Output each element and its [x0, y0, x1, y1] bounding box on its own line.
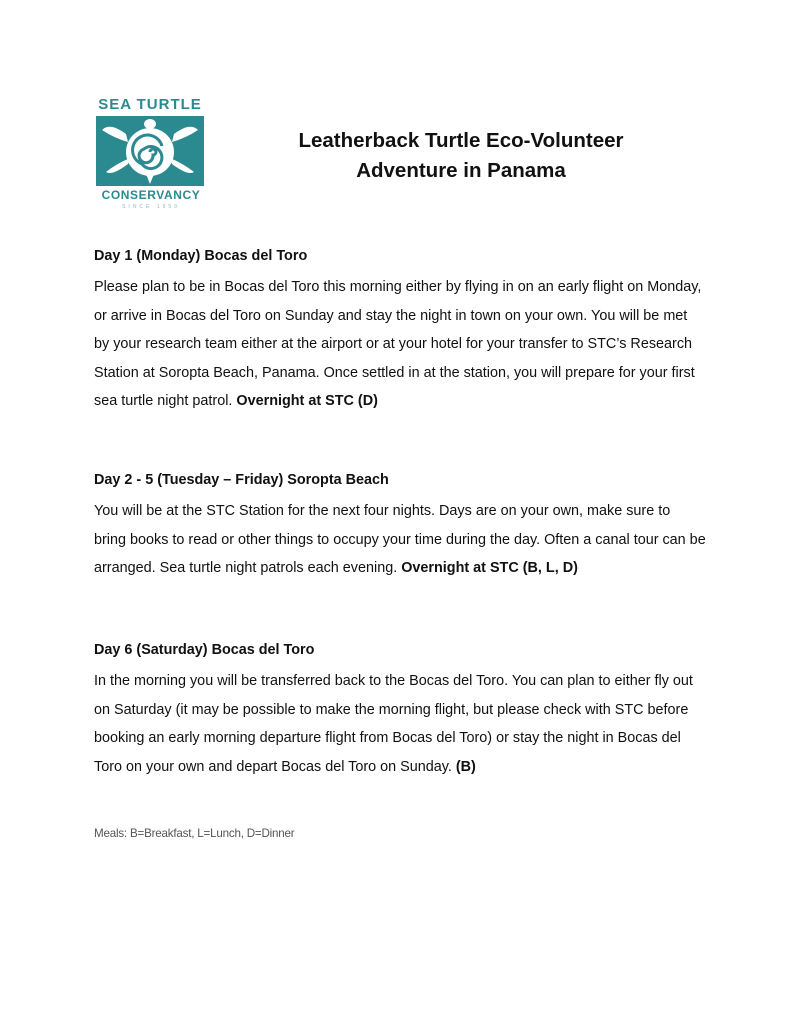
day-2-5-text: [94, 497, 706, 583]
page-title: [230, 126, 692, 186]
logo-text-bottom: CONSERVANCY: [101, 188, 201, 202]
day-1-overnight: Overnight at STC (D): [236, 393, 378, 409]
logo-text-top: SEA TURTLE: [98, 96, 202, 113]
day-1-text: [94, 273, 706, 416]
day-6-text: [94, 667, 706, 781]
logo: [94, 96, 212, 212]
day-2-5-section: [94, 466, 706, 583]
page-title-line2: Adventure in Panama: [356, 159, 566, 182]
day-1-section: [94, 242, 706, 416]
day-6-description: In the morning you will be transferred back to the Bocas del Toro. You can plan to either fly out on Saturday (it may be possible to make the morning flight, but please check with STC before booking an early morning departure flight from Bocas del Toro) or stay the night in Bocas del Toro on your own and depart Bocas del Toro on Sunday.: [94, 673, 693, 775]
day-1-description: Please plan to be in Bocas del Toro this morning either by flying in on an early flight on Monday, or arrive in Bocas del Toro on Sunday and stay the night in town on your own. You will be met by your research team either at the airport or at your hotel for your transfer to STC’s Research Station at Soropta Beach, Panama. Once settled in at the station, you will prepare for your first sea turtle night patrol.: [94, 279, 702, 409]
day-6-section: [94, 636, 706, 781]
day-2-5-description: You will be at the STC Station for the next four nights. Days are on your own, make sure to bring books to read or other things to occupy your time during the day. Often a canal tour can be arranged. Sea turtle night patrols each evening.: [94, 503, 706, 576]
day-1-heading: Day 1 (Monday) Bocas del Toro: [94, 248, 308, 264]
meals-legend: Meals: B=Breakfast, L=Lunch, D=Dinner: [94, 827, 295, 840]
day-6-heading: Day 6 (Saturday) Bocas del Toro: [94, 642, 315, 658]
day-6-meals: (B): [455, 758, 476, 775]
logo-tagline: SINCE 1959: [122, 204, 180, 210]
day-2-5-heading: Day 2 - 5 (Tuesday – Friday) Soropta Beach: [94, 472, 389, 488]
page-title-line1: Leatherback Turtle Eco-Volunteer: [298, 129, 624, 152]
sea-turtle-icon: [96, 116, 204, 186]
day-2-5-overnight: Overnight at STC (B, L, D): [401, 560, 578, 576]
